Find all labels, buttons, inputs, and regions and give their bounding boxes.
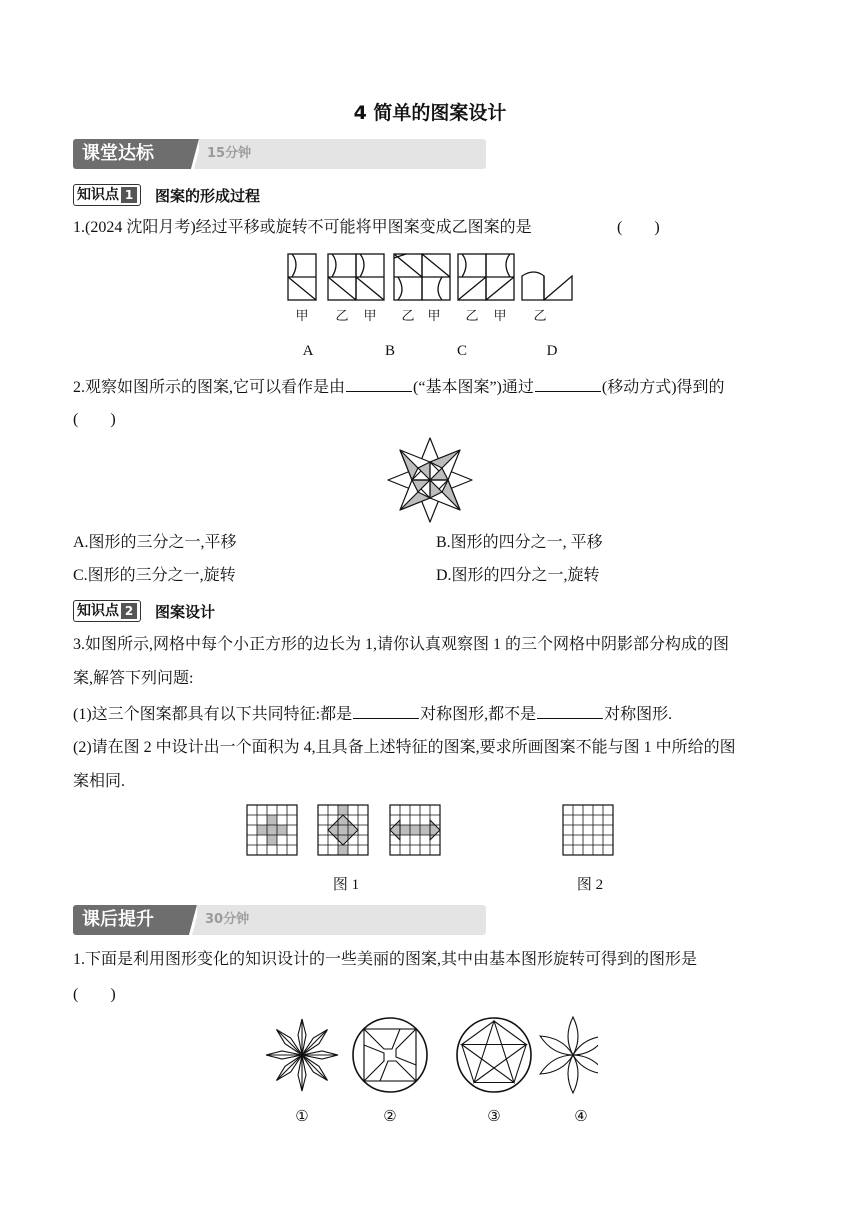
question-1-answer-paren: ( )	[617, 219, 660, 236]
question-3-sub2-line2: 案相同.	[73, 773, 126, 790]
banner-slant-icon	[183, 905, 197, 935]
figure-label: 甲	[295, 309, 309, 324]
kp-name: 图案的形成过程	[155, 186, 261, 205]
figure-label: 乙	[465, 309, 479, 324]
q2-part1: 2.观察如图所示的图案,它可以看作是由	[73, 379, 346, 396]
option-d[interactable]: D.图形的四分之一,旋转	[436, 567, 600, 584]
page-title: 4 简单的图案设计	[353, 102, 507, 124]
question-4-figures	[262, 1012, 598, 1102]
answer-blank[interactable]	[537, 704, 603, 719]
flower-icon	[538, 1017, 598, 1093]
section-banner-after-class	[73, 905, 486, 935]
answer-blank[interactable]	[353, 704, 419, 719]
figure-2-label: 图 2	[576, 877, 604, 893]
question-3-sub1	[73, 704, 672, 725]
section-time: 15分钟	[207, 146, 252, 161]
answer-blank[interactable]	[346, 377, 412, 392]
option-c[interactable]: C.图形的三分之一,旋转	[73, 567, 236, 584]
q3-sub1-a: (1)这三个图案都具有以下共同特征:都是	[73, 706, 353, 723]
figure-label-1: ①	[295, 1109, 309, 1125]
figure-label-3: ③	[487, 1109, 501, 1125]
question-3-line1: 3.如图所示,网格中每个小正方形的边长为 1,请你认真观察图 1 的三个网格中阴影部分构成的图	[73, 636, 730, 653]
option-a-label[interactable]: A	[302, 343, 314, 359]
section-time: 30分钟	[205, 912, 250, 927]
figure-label: 乙	[533, 309, 547, 324]
knowledge-point-1	[73, 184, 260, 206]
kp-number: 1	[121, 187, 137, 203]
figure-label: 甲	[493, 309, 507, 324]
q2-part2: (“基本图案”)通过	[413, 379, 534, 396]
figure-label: 甲	[427, 309, 441, 324]
question-3-line2: 案,解答下列问题:	[73, 670, 194, 687]
figure-1-label: 图 1	[332, 877, 360, 893]
q3-sub1-c: 对称图形.	[604, 706, 673, 723]
question-2-text	[73, 377, 725, 398]
option-d-label[interactable]: D	[546, 343, 558, 359]
question-1-figures	[282, 250, 582, 330]
question-2-answer-paren: ( )	[73, 411, 116, 428]
kite-star-icon	[266, 1019, 338, 1091]
q3-sub1-b: 对称图形,都不是	[420, 706, 537, 723]
knowledge-point-2	[73, 600, 215, 622]
star-pattern-figure	[386, 436, 474, 524]
option-c-label[interactable]: C	[456, 343, 467, 359]
figure-label-2: ②	[383, 1109, 397, 1125]
section-label: 课堂达标	[73, 139, 185, 169]
section-banner-classroom	[73, 139, 486, 169]
grid-figures	[246, 804, 616, 856]
question-1-text: 1.(2024 沈阳月考)经过平移或旋转不可能将甲图案变成乙图案的是	[73, 219, 532, 236]
circle-pentagon-icon	[457, 1018, 531, 1092]
banner-slant-icon	[185, 139, 199, 169]
kp-tag: 知识点	[77, 187, 119, 203]
option-b-label[interactable]: B	[384, 343, 395, 359]
question-4-answer-paren: ( )	[73, 986, 116, 1003]
q2-part3: (移动方式)得到的	[601, 379, 725, 396]
question-4-text: 1.下面是利用图形变化的知识设计的一些美丽的图案,其中由基本图形旋转可得到的图形是	[73, 951, 698, 968]
kp-tag: 知识点	[77, 603, 119, 619]
kp-name: 图案设计	[155, 602, 216, 621]
figure-label-4: ④	[574, 1109, 588, 1125]
circle-square-icon	[353, 1018, 427, 1092]
option-a[interactable]: A.图形的三分之一,平移	[73, 534, 237, 551]
option-b[interactable]: B.图形的四分之一, 平移	[436, 534, 603, 551]
answer-blank[interactable]	[535, 377, 601, 392]
kp-number: 2	[121, 603, 137, 619]
figure-label: 乙	[401, 309, 415, 324]
section-label: 课后提升	[73, 905, 183, 935]
figure-label: 甲	[363, 309, 377, 324]
figure-label: 乙	[335, 309, 349, 324]
design-grid[interactable]	[563, 805, 613, 855]
question-3-sub2-line1: (2)请在图 2 中设计出一个面积为 4,且具备上述特征的图案,要求所画图案不能与图 1 中所给的图	[73, 739, 736, 756]
